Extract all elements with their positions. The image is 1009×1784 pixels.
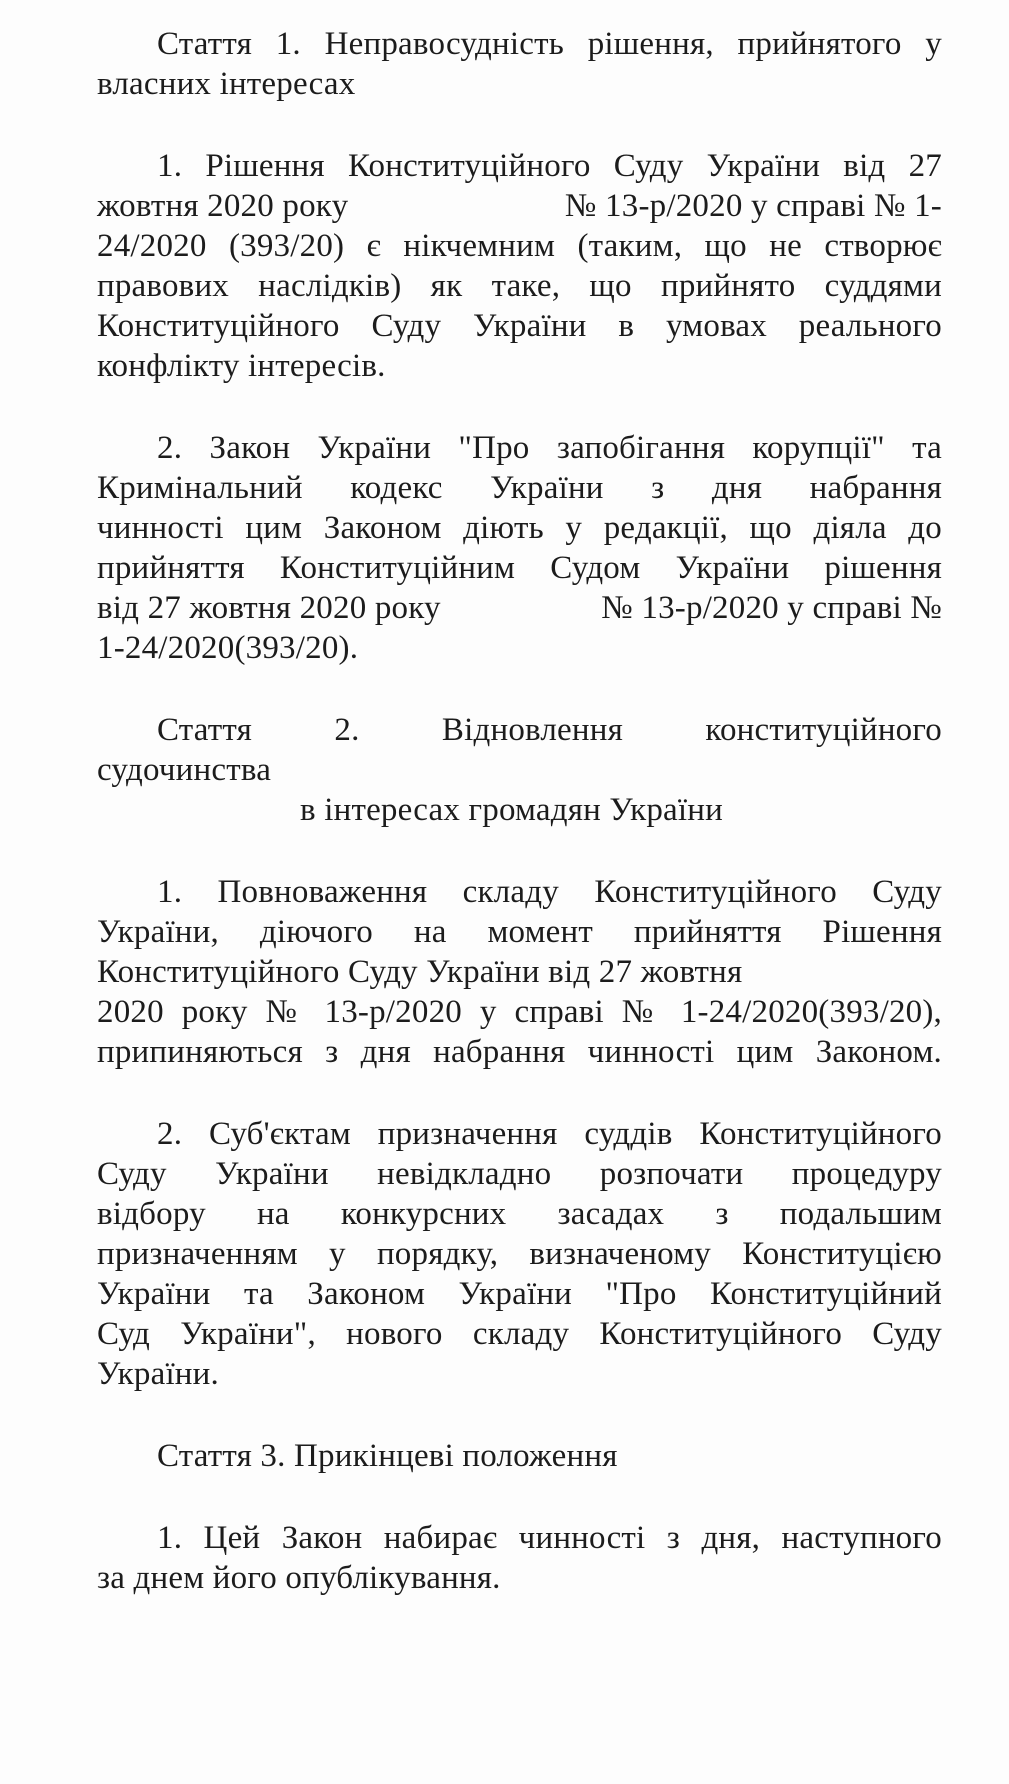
article-2-para-1-line: 2020 року № 13-р/2020 у справі № 1-24/2020(393/20), <box>97 994 942 1030</box>
article-2-para-2-line: Суд України", нового складу Конституційного Суду <box>97 1316 942 1352</box>
article-1-title-cont: власних інтересах <box>97 66 356 102</box>
article-2-para-2-line: відбору на конкурсних засадах з подальшим <box>97 1196 942 1232</box>
article-2-title-cont: судочинства <box>97 752 272 788</box>
article-2-para-2-line: 2. Суб'єктам призначення суддів Конституційного <box>157 1116 942 1152</box>
article-3-para-1-line: 1. Цей Закон набирає чинності з дня, наступного <box>157 1520 942 1556</box>
text-fragment: жовтня 2020 року <box>97 188 349 224</box>
article-2-title: Стаття 2. Відновлення конституційного <box>157 712 942 748</box>
article-1-para-2-line: прийняття Конституційним Судом України рішення <box>97 550 942 586</box>
article-3-para-1-line: за днем його опублікування. <box>97 1560 501 1596</box>
text-fragment: № 13-р/2020 у справі № <box>601 590 942 626</box>
article-1-para-2-line <box>97 588 942 628</box>
article-2-para-2-line: Суду України невідкладно розпочати процедуру <box>97 1156 942 1192</box>
article-2-para-2-line: України та Законом України "Про Конституційний <box>97 1276 942 1312</box>
text-fragment: № 13-р/2020 у справі № 1- <box>564 188 942 224</box>
article-1-para-1-line: правових наслідків) як таке, що прийнято суддями <box>97 268 942 304</box>
article-2-para-1-line: 1. Повноваження складу Конституційного Суду <box>157 874 942 910</box>
article-1-para-2-line: 2. Закон України "Про запобігання корупції" та <box>157 430 942 466</box>
article-2-para-1-line: Конституційного Суду України від 27 жовтня <box>97 954 743 990</box>
article-2-title-cont: в інтересах громадян України <box>300 792 723 828</box>
article-1-para-1-line: 24/2020 (393/20) є нікчемним (таким, що не створює <box>97 228 942 264</box>
article-1-para-2-line: 1-24/2020(393/20). <box>97 630 359 666</box>
text-fragment: від 27 жовтня 2020 року <box>97 590 441 626</box>
article-2-para-2-line: України. <box>97 1356 219 1392</box>
article-1-para-1-line: Конституційного Суду України в умовах реального <box>97 308 942 344</box>
article-2-para-2-line: призначенням у порядку, визначеному Конституцією <box>97 1236 942 1272</box>
article-1-title: Стаття 1. Неправосудність рішення, прийнятого у <box>157 26 942 62</box>
article-1-para-1-line <box>97 186 942 226</box>
article-1-para-1-line: конфлікту інтересів. <box>97 348 386 384</box>
article-1-para-1-line: 1. Рішення Конституційного Суду України від 27 <box>157 148 942 184</box>
article-1-para-2-line: Кримінальний кодекс України з дня набрання <box>97 470 942 506</box>
article-3-title: Стаття 3. Прикінцеві положення <box>157 1438 618 1474</box>
article-2-para-1-line: України, діючого на момент прийняття Рішення <box>97 914 942 950</box>
article-2-para-1-line: припиняються з дня набрання чинності цим Законом. <box>97 1034 942 1070</box>
article-1-para-2-line: чинності цим Законом діють у редакції, що діяла до <box>97 510 942 546</box>
